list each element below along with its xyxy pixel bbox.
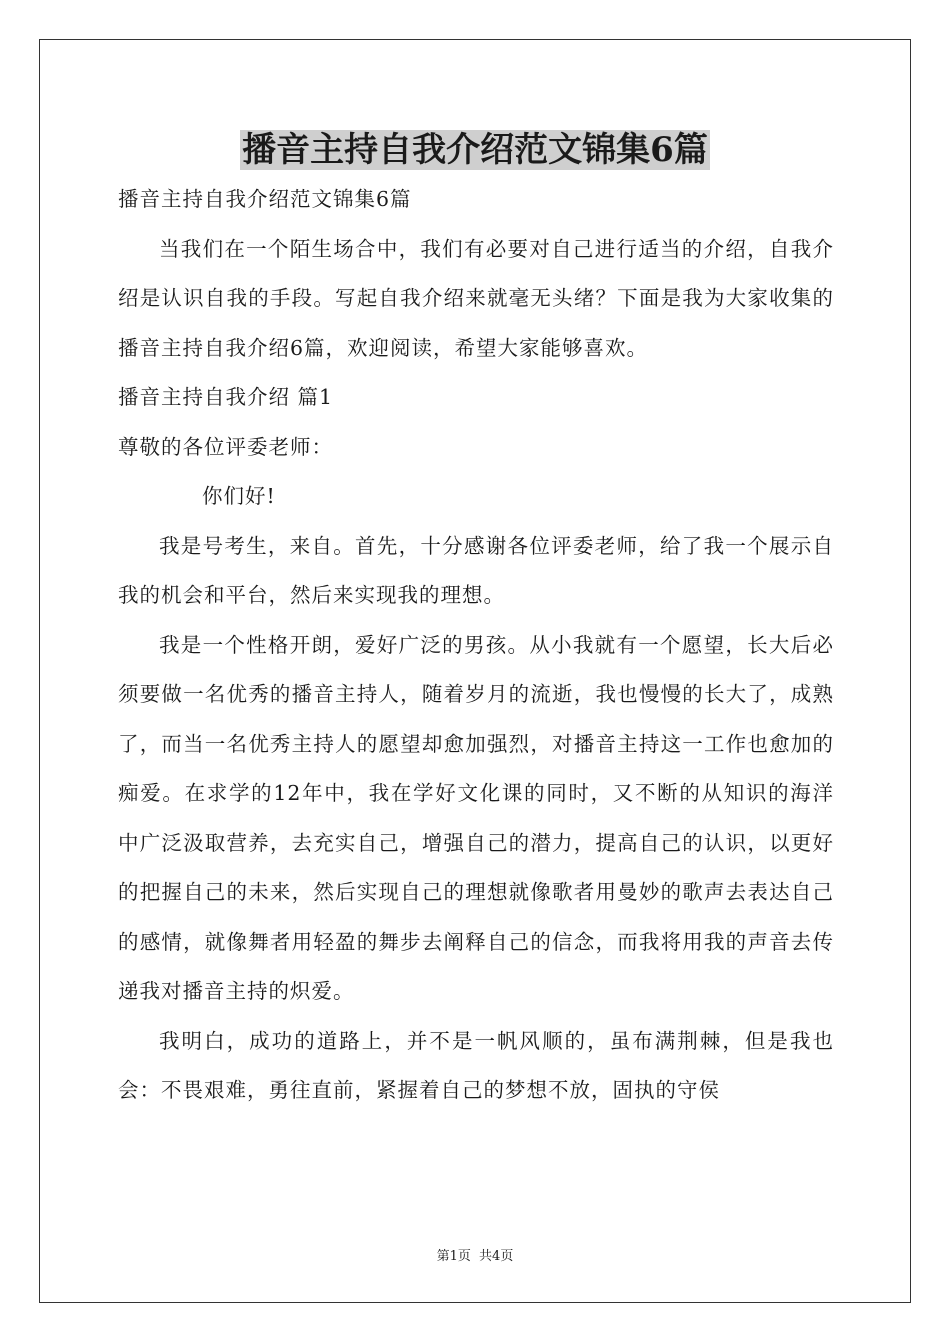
document-title-text: 播音主持自我介绍范文锦集6篇 [242,130,708,170]
body-paragraph: 我明白，成功的道路上，并不是一帆风顺的，虽布满荆棘，但是我也会：不畏艰难，勇往直前，紧握着自己的梦想不放，固执的守侯 [118,1028,834,1102]
body-paragraph: 我是号考生，来自。首先，十分感谢各位评委老师，给了我一个展示自我的机会和平台，然后来实现我的理想。 [118,533,834,607]
greeting: 你们好! [202,484,276,508]
document-title [0,124,950,176]
document-body [118,175,834,1116]
intro-paragraph: 当我们在一个陌生场合中，我们有必要对自己进行适当的介绍，自我介绍是认识自我的手段。写起自我介绍来就毫无头绪？下面是我为大家收集的播音主持自我介绍6篇，欢迎阅读，希望大家能够喜欢。 [118,236,834,360]
subtitle-paragraph: 播音主持自我介绍范文锦集6篇 [118,187,412,211]
section-heading: 播音主持自我介绍 篇1 [118,385,334,409]
salutation: 尊敬的各位评委老师： [118,434,333,459]
page-footer: 第1页 共4页 [436,1249,514,1264]
body-paragraph: 我是一个性格开朗，爱好广泛的男孩。从小我就有一个愿望，长大后必须要做一名优秀的播音主持人，随着岁月的流逝，我也慢慢的长大了，成熟了，而当一名优秀主持人的愿望却愈加强烈，对播音主持这一工作也愈加的痴爱。在求学的12年中，我在学好文化课的同时，又不断的从知识的海洋中广泛汲取营养，去充实自己，增强自己的潜力，提高自己的认识，以更好的把握自己的未来，然后实现自己的理想就像歌者用曼妙的歌声去表达自己的感情，就像舞者用轻盈的舞步去阐释自己的信念，而我将用我的声音去传递我对播音主持的炽爱。 [118,632,834,1003]
